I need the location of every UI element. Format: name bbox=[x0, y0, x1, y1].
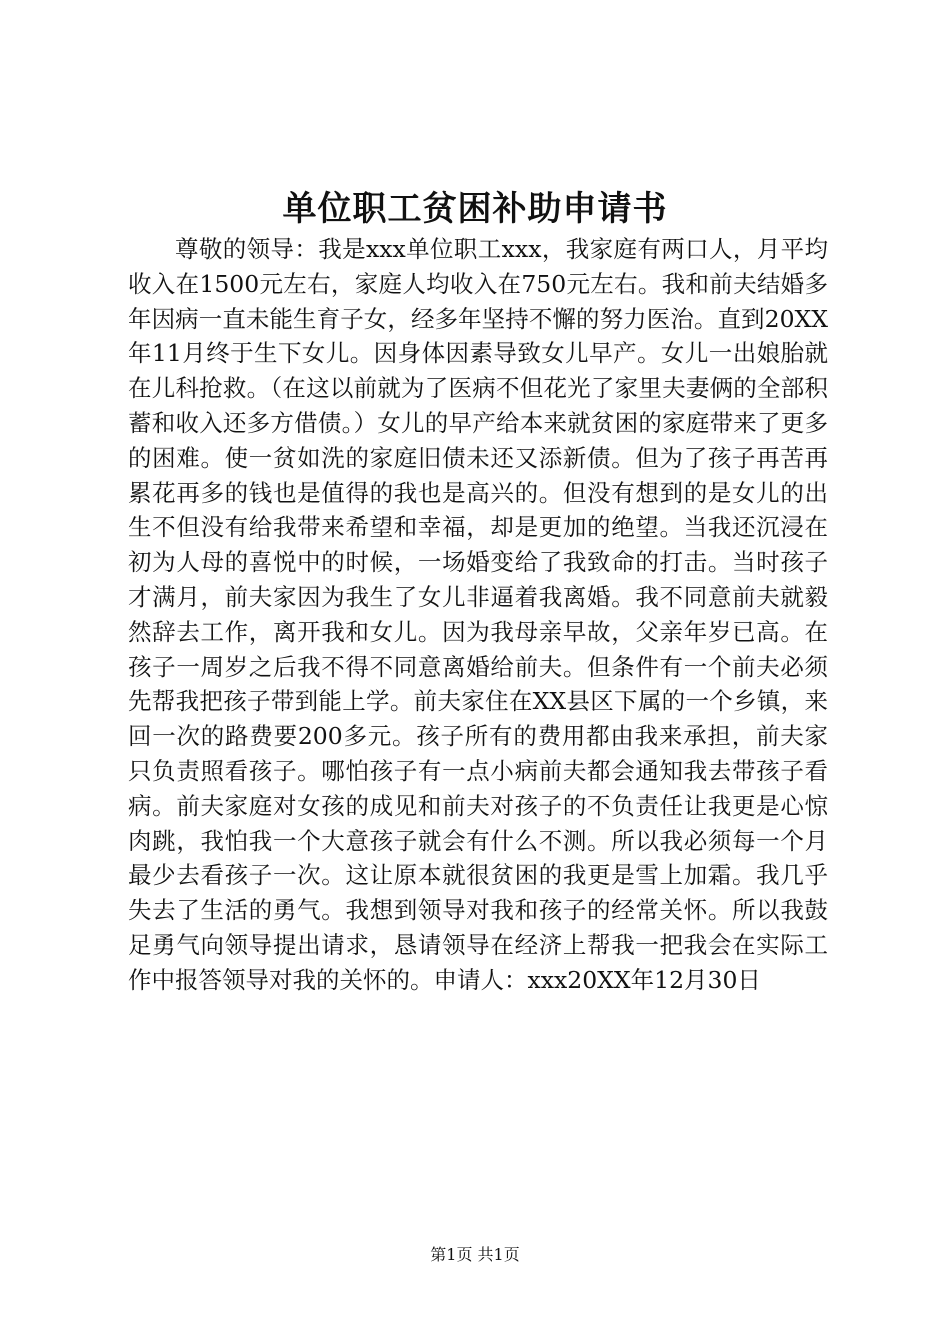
page-footer: 第1页 共1页 bbox=[430, 1245, 520, 1264]
document-title: 单位职工贫困补助申请书 bbox=[282, 189, 668, 229]
document-body: 尊敬的领导：我是xxx单位职工xxx，我家庭有两口人，月平均收入在1500元左右，家庭人均收入在750元左右。我和前夫结婚多年因病一直未能生育子女，经多年坚持不懈的努力医治。直到20XX年11月终于生下女儿。因身体因素导致女儿早产。女儿一出娘胎就在儿科抢救。（在这以前就为了医病不但花光了家里夫妻俩的全部积蓄和收入还多方借债。）女儿的早产给本来就贫困的家庭带来了更多的困难。使一贫如洗的家庭旧债未还又添新债。但为了孩子再苦再累花再多的钱也是值得的我也是高兴的。但没有想到的是女儿的出生不但没有给我带来希望和幸福，却是更加的绝望。当我还沉浸在初为人母的喜悦中的时候，一场婚变给了我致命的打击。当时孩子才满月，前夫家因为我生了女儿非逼着我离婚。我不同意前夫就毅然辞去工作，离开我和女儿。因为我母亲早故，父亲年岁已高。在孩子一周岁之后我不得不同意离婚给前夫。但条件有一个前夫必须先帮我把孩子带到能上学。前夫家住在XX县区下属的一个乡镇，来回一次的路费要200多元。孩子所有的费用都由我来承担，前夫家只负责照看孩子。哪怕孩子有一点小病前夫都会通知我去带孩子看病。前夫家庭对女孩的成见和前夫对孩子的不负责任让我更是心惊肉跳，我怕我一个大意孩子就会有什么不测。所以我必须每一个月最少去看孩子一次。这让原本就很贫困的我更是雪上加霜。我几乎失去了生活的勇气。我想到领导对我和孩子的经常关怀。所以我鼓足勇气向领导提出请求，恳请领导在经济上帮我一把我会在实际工作中报答领导对我的关怀的。申请人：xxx20XX年12月30日 bbox=[128, 235, 828, 994]
